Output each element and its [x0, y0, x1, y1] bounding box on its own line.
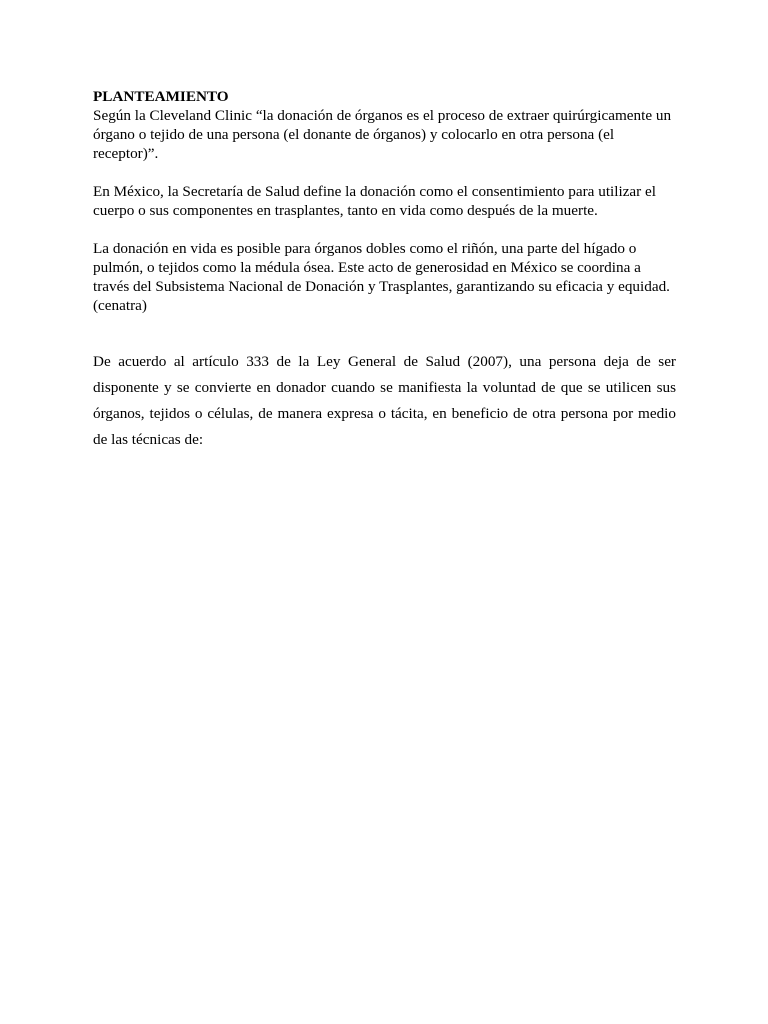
paragraph-gap: [93, 315, 676, 349]
paragraph-mexico: En México, la Secretaría de Salud define la donación como el consentimiento para utilizar el cuerpo o sus componentes en trasplantes, tanto en vida como después de la muerte.: [93, 183, 656, 219]
document-page: [93, 87, 676, 453]
paragraph-definition: Según la Cleveland Clinic “la donación de órganos es el proceso de extraer quirúrgicamente un órgano o tejido de una persona (el donante de órganos) y colocarlo en otra persona (el receptor)”.: [93, 107, 672, 162]
paragraph-gap: [93, 163, 676, 182]
paragraph-gap: [93, 220, 676, 239]
paragraph-law-article: De acuerdo al artículo 333 de la Ley General de Salud (2007), una persona deja de ser disponente y se convierte en donador cuando se manifiesta la voluntad de que se utilicen sus órganos, tejidos o células, de manera expresa o tácita, en beneficio de otra persona por medio de las técnicas de:: [93, 353, 676, 448]
citation-cenatra: (cenatra): [93, 297, 147, 314]
paragraph-living-donation: La donación en vida es posible para órganos dobles como el riñón, una parte del hígado o pulmón, o tejidos como la médula ósea. Este acto de generosidad en México se coordina a través del Subsistema Nacional de Donación y Trasplantes, garantizando su eficacia y equidad.: [93, 240, 670, 295]
section-heading: PLANTEAMIENTO: [93, 88, 229, 105]
intro-section: [93, 87, 676, 163]
